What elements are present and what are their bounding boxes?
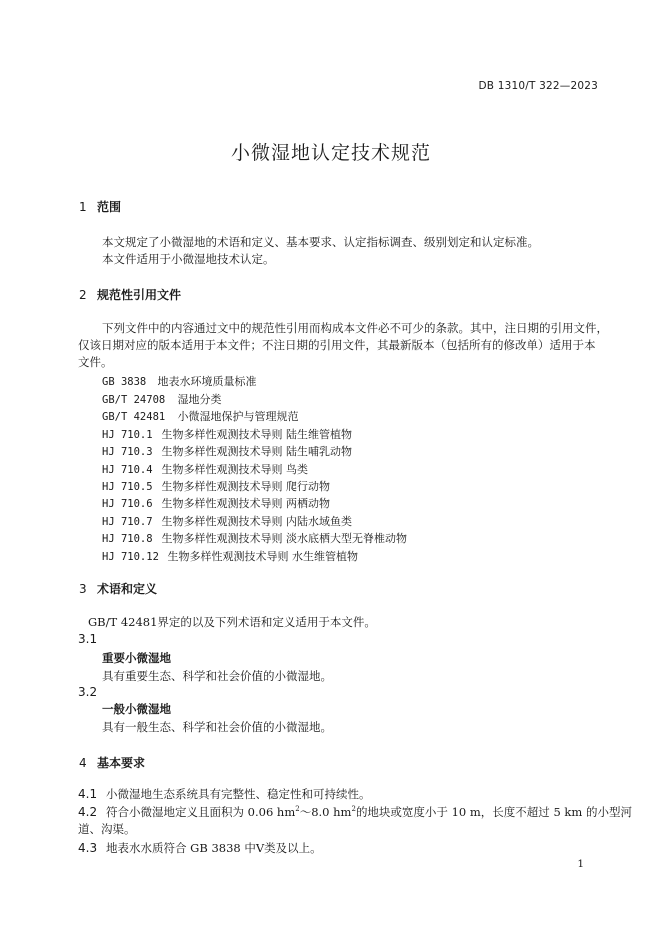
clause-item [78,840,322,856]
section-title: 规范性引用文件 [97,288,182,302]
reference-item [102,391,222,407]
section-4-heading [79,754,145,771]
term-name: 重要小微湿地 [102,651,171,665]
reference-title: 生物多样性观测技术导则 淡水底栖大型无脊椎动物 [161,532,407,545]
clause-item [78,804,632,820]
reference-code: HJ 710.1 [102,429,153,441]
paragraph: 本文规定了小微湿地的术语和定义、基本要求、认定指标调查、级别划定和认定标准。 [102,235,539,249]
clause-number: 4.3 [78,841,98,855]
clause-number: 4.2 [78,805,98,819]
reference-title: 生物多样性观测技术导则 内陆水域鱼类 [161,515,352,528]
reference-title: 生物多样性观测技术导则 水生维管植物 [167,550,358,563]
clause-number: 4.1 [78,787,98,801]
reference-item [102,373,257,389]
paragraph: GB/T 42481界定的以及下列术语和定义适用于本文件。 [88,615,376,629]
term-number: 3.1 [78,632,98,646]
reference-title: 生物多样性观测技术导则 两栖动物 [161,497,330,510]
section-title: 术语和定义 [97,582,158,596]
paragraph: 仅该日期对应的版本适用于本文件；不注日期的引用文件，其最新版本（包括所有的修改单）适用于本 [78,338,596,352]
reference-item [102,461,308,477]
document-title: 小微湿地认定技术规范 [230,142,431,164]
reference-item [102,495,330,511]
reference-title: 生物多样性观测技术导则 鸟类 [161,463,308,476]
clause-item [78,786,371,802]
section-2-heading [79,286,181,303]
reference-title: 湿地分类 [177,393,222,406]
clause-continuation: 道、沟渠。 [78,822,136,836]
section-number: 1 [79,200,87,214]
reference-item [102,408,299,424]
section-number: 3 [79,582,87,596]
paragraph: 下列文件中的内容通过文中的规范性引用而构成本文件必不可少的条款。其中，注日期的引用文件， [102,321,608,335]
reference-item [102,443,352,459]
reference-item [102,426,352,442]
reference-code: HJ 710.6 [102,498,153,510]
clause-text: ～8.0 hm [299,805,352,819]
reference-code: HJ 710.4 [102,464,153,476]
term-definition: 具有重要生态、科学和社会价值的小微湿地。 [102,669,332,683]
reference-title: 小微湿地保护与管理规范 [177,410,299,423]
term-number: 3.2 [78,685,98,699]
reference-item [102,530,407,546]
reference-code: HJ 710.12 [102,551,159,563]
section-title: 范围 [97,200,122,214]
superscript: 2 [295,805,300,814]
reference-code: GB 3838 [102,376,147,388]
reference-code: HJ 710.3 [102,446,153,458]
reference-item [102,513,352,529]
section-number: 2 [79,288,87,302]
reference-title: 生物多样性观测技术导则 陆生维管植物 [161,428,352,441]
reference-code: HJ 710.8 [102,533,153,545]
reference-code: GB/T 42481 [102,411,166,423]
section-number: 4 [79,756,87,770]
clause-text: 地表水水质符合 GB 3838 中Ⅴ类及以上。 [106,841,322,855]
reference-title: 地表水环境质量标准 [157,375,257,388]
reference-title: 生物多样性观测技术导则 爬行动物 [161,480,330,493]
clause-text: 符合小微湿地定义且面积为 0.06 hm [106,805,296,819]
reference-title: 生物多样性观测技术导则 陆生哺乳动物 [161,445,352,458]
superscript: 2 [351,805,356,814]
clause-text: 的地块或宽度小于 10 m，长度不超过 5 km 的小型河 [355,805,632,819]
standard-number: DB 1310/T 322—2023 [478,80,598,92]
section-3-heading [79,580,157,597]
reference-item [102,478,330,494]
paragraph: 本文件适用于小微湿地技术认定。 [102,252,275,266]
section-1-heading [79,198,121,215]
paragraph: 文件。 [78,355,113,369]
reference-code: HJ 710.7 [102,516,153,528]
term-definition: 具有一般生态、科学和社会价值的小微湿地。 [102,720,332,734]
reference-item [102,548,358,564]
page-number: 1 [577,858,584,870]
reference-code: GB/T 24708 [102,394,166,406]
reference-code: HJ 710.5 [102,481,153,493]
term-name: 一般小微湿地 [102,702,171,716]
section-title: 基本要求 [97,756,146,770]
clause-text: 小微湿地生态系统具有完整性、稳定性和可持续性。 [106,787,371,801]
